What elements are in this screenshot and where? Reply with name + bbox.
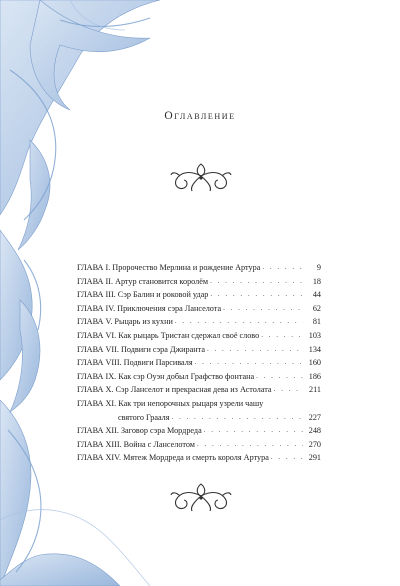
toc-entry[interactable] <box>77 315 321 329</box>
dot-leader <box>172 411 303 425</box>
dot-leader <box>271 451 303 465</box>
toc-page-number: 211 <box>309 385 321 395</box>
toc-entry[interactable] <box>77 451 321 465</box>
toc-chapter-title: ГЛАВА VII. Подвиги сэра Джиранта <box>77 344 205 354</box>
toc-chapter-title: ГЛАВА IV. Приключения сэра Ланселота <box>77 303 222 313</box>
dot-leader <box>204 424 303 438</box>
toc-entry[interactable] <box>77 383 321 397</box>
toc-chapter-title: ГЛАВА X. Сэр Ланселот и прекрасная дева из Астолата <box>77 385 272 395</box>
toc-chapter-title: ГЛАВА XIII. Война с Ланселотом <box>77 439 195 449</box>
toc-entry[interactable] <box>77 424 321 438</box>
toc-chapter-title: ГЛАВА VIII. Подвиги Парсиваля <box>77 358 193 368</box>
toc-page-number: 134 <box>308 344 321 354</box>
toc-chapter-title: ГЛАВА XII. Заговор сэра Мордреда <box>77 426 202 436</box>
toc-chapter-title: ГЛАВА I. Пророчество Мерлина и рождение Артура <box>77 263 261 272</box>
toc-page-number: 62 <box>312 303 321 313</box>
toc-entry[interactable] <box>77 302 321 316</box>
dot-leader <box>175 315 303 329</box>
toc-entry[interactable] <box>77 356 321 370</box>
dot-leader <box>210 275 303 289</box>
toc-chapter-title-line2: святого Грааля <box>118 412 170 422</box>
toc-entry[interactable] <box>77 275 321 289</box>
toc-page-number: 9 <box>316 263 321 272</box>
table-of-contents <box>77 261 321 465</box>
page-title: Оглавление <box>164 110 236 122</box>
dot-leader <box>262 261 303 275</box>
dot-leader <box>256 370 303 384</box>
toc-page-number: 227 <box>308 412 321 422</box>
ornament-bottom <box>170 480 232 514</box>
dot-leader <box>197 438 303 452</box>
toc-page-number: 291 <box>308 453 321 463</box>
toc-chapter-title: ГЛАВА VI. Как рыцарь Тристан сдержал своё слово <box>77 330 260 340</box>
toc-entry[interactable] <box>77 261 321 275</box>
toc-entry[interactable] <box>77 411 321 425</box>
toc-page-number: 44 <box>312 290 321 300</box>
toc-page-number: 81 <box>312 317 321 327</box>
dot-leader <box>274 383 303 397</box>
toc-page-number: 160 <box>308 358 321 368</box>
dot-leader <box>223 302 303 316</box>
ornament-top <box>170 160 232 194</box>
toc-page-number: 248 <box>308 426 321 436</box>
toc-entry[interactable] <box>77 438 321 452</box>
toc-chapter-title: ГЛАВА XIV. Мятеж Мордреда и смерть короля Артура <box>77 453 269 463</box>
toc-page-number: 186 <box>308 371 321 381</box>
toc-chapter-title-line1[interactable]: ГЛАВА XI. Как три непорочных рыцаря узрели чашу <box>77 398 264 408</box>
toc-chapter-title: ГЛАВА II. Артур становится королём <box>77 276 209 286</box>
toc-entry[interactable] <box>77 288 321 302</box>
dot-leader <box>195 356 303 370</box>
dot-leader <box>210 288 303 302</box>
toc-entry[interactable] <box>77 329 321 343</box>
toc-entry[interactable] <box>77 343 321 357</box>
dot-leader <box>261 329 303 343</box>
toc-chapter-title: ГЛАВА V. Рыцарь из кухни <box>77 317 173 327</box>
toc-chapter-title: ГЛАВА IX. Как сэр Оуэн добыл Графство фонтана <box>77 371 255 381</box>
dot-leader <box>207 343 303 357</box>
toc-page-number: 18 <box>312 276 321 286</box>
toc-chapter-title: ГЛАВА III. Сэр Балин и роковой удар <box>77 290 209 300</box>
toc-page-number: 270 <box>308 439 321 449</box>
toc-entry[interactable] <box>77 370 321 384</box>
toc-page-number: 103 <box>308 330 321 340</box>
